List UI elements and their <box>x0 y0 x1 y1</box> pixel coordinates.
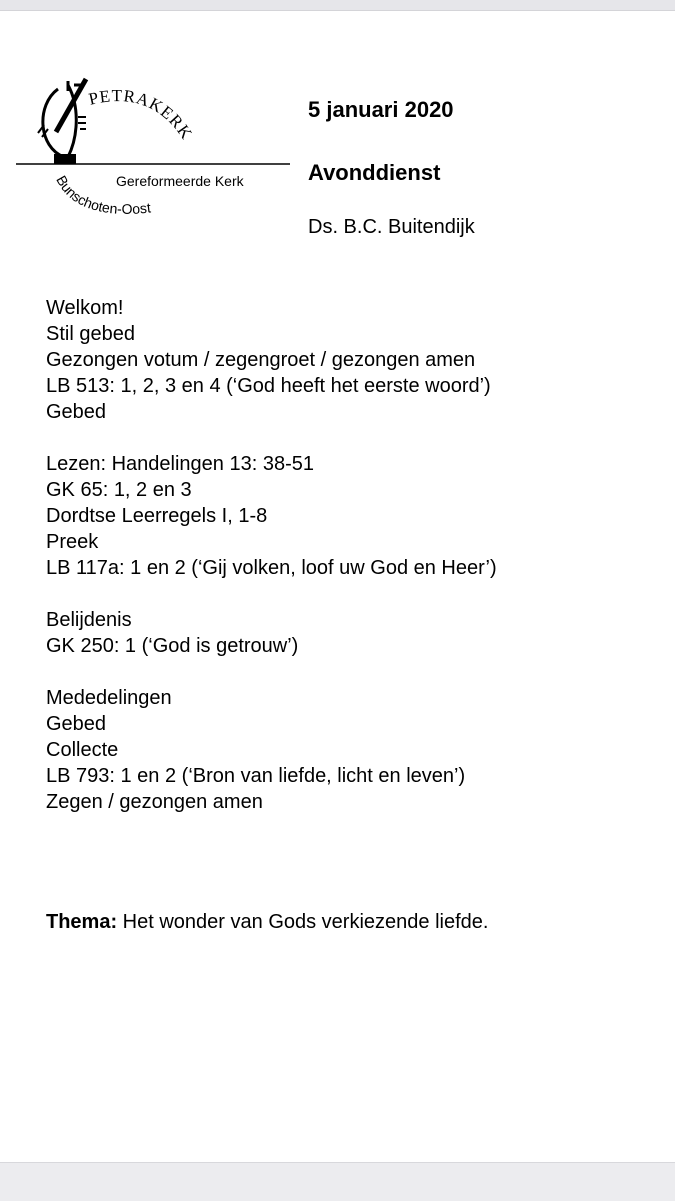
list-item: Zegen / gezongen amen <box>46 791 263 813</box>
list-item: Stil gebed <box>46 323 135 345</box>
liturgy-group-confession <box>46 607 646 659</box>
list-item: Belijdenis <box>46 609 132 631</box>
document-page <box>0 11 675 1162</box>
sermon-theme <box>46 909 488 935</box>
theme-label: Thema: <box>46 911 118 933</box>
list-item: Welkom! <box>46 297 124 319</box>
logo-church-name: PETRAKERK <box>86 86 197 144</box>
list-item: LB 117a: 1 en 2 (‘Gij volken, loof uw God en Heer’) <box>46 557 497 579</box>
logo-denomination: Gereformeerde Kerk <box>116 173 244 189</box>
list-item: Gebed <box>46 401 107 423</box>
list-item: Gebed <box>46 713 107 735</box>
list-item: Preek <box>46 531 99 553</box>
petrakerk-logo <box>8 77 298 247</box>
top-bar <box>0 0 675 11</box>
list-item: Dordtse Leerregels I, 1-8 <box>46 505 268 527</box>
liturgy-order <box>46 295 646 841</box>
church-emblem-icon <box>38 79 86 157</box>
service-type: Avonddienst <box>308 160 441 185</box>
liturgy-group-closing <box>46 685 646 815</box>
list-item: LB 513: 1, 2, 3 en 4 (‘God heeft het eerste woord’) <box>46 375 491 397</box>
liturgy-group-word <box>46 451 646 581</box>
liturgy-group-opening <box>46 295 646 425</box>
list-item: Mededelingen <box>46 687 172 709</box>
preacher-name: Ds. B.C. Buitendijk <box>308 216 475 238</box>
list-item: GK 65: 1, 2 en 3 <box>46 479 192 501</box>
list-item: Collecte <box>46 739 119 761</box>
service-date: 5 januari 2020 <box>308 97 454 122</box>
logo-location: Bunschoten-Oost <box>53 172 152 217</box>
list-item: Gezongen votum / zegengroet / gezongen amen <box>46 349 476 371</box>
bottom-bar <box>0 1162 675 1201</box>
list-item: Lezen: Handelingen 13: 38-51 <box>46 453 314 475</box>
theme-text: Het wonder van Gods verkiezende liefde. <box>117 911 489 933</box>
list-item: LB 793: 1 en 2 (‘Bron van liefde, licht en leven’) <box>46 765 466 787</box>
list-item: GK 250: 1 (‘God is getrouw’) <box>46 635 299 657</box>
